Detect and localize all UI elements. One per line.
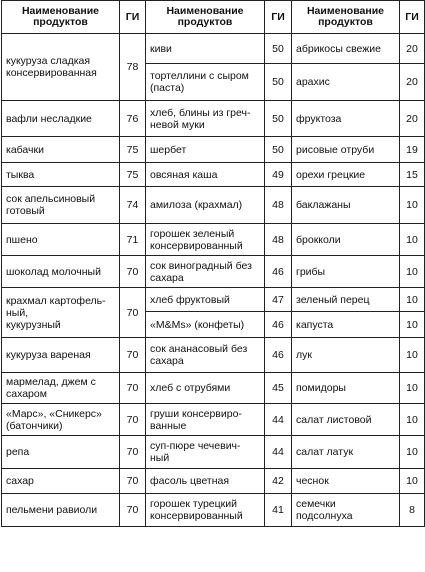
- product-name-cell: [2, 373, 120, 404]
- gi-value: 70: [120, 469, 146, 494]
- gi-value: 46: [265, 338, 292, 373]
- product-name: тыква: [6, 168, 35, 181]
- product-name: сок апельсиновый готовый: [6, 193, 96, 217]
- product-name: пшено: [6, 233, 38, 246]
- product-name: шербет: [150, 143, 187, 156]
- gi-value: 8: [400, 494, 425, 527]
- product-name: киви: [150, 42, 172, 55]
- gi-value: 10: [400, 338, 425, 373]
- product-name: репа: [6, 446, 30, 458]
- gi-value: 42: [265, 469, 292, 494]
- gi-value: 50: [265, 34, 292, 64]
- product-name-cell: [292, 64, 400, 101]
- product-name-cell: [2, 404, 120, 436]
- product-name: шоколад молочный: [6, 265, 101, 278]
- product-name-cell: [292, 312, 400, 338]
- product-name: «Марс», «Сникерс» (батончики): [6, 407, 102, 432]
- product-name-cell: [292, 436, 400, 469]
- product-name: сахар: [6, 475, 34, 487]
- gi-value: 46: [265, 256, 292, 288]
- product-name: лук: [296, 349, 312, 361]
- product-name-cell: [146, 373, 265, 404]
- product-name: «M&Ms» (конфеты): [150, 318, 245, 331]
- table-row: [2, 404, 425, 436]
- product-name: пельмени равиоли: [6, 504, 98, 516]
- product-name: вафли несладкие: [6, 112, 92, 125]
- product-name: суп-пюре чечевич- ный: [150, 440, 241, 464]
- product-name-cell: [2, 187, 120, 224]
- table-row: [2, 494, 425, 527]
- table-row: [2, 288, 425, 312]
- product-name: орехи грецкие: [296, 168, 366, 181]
- gi-value: 10: [400, 224, 425, 256]
- product-name: тортеллини с сыром (паста): [150, 70, 249, 94]
- product-name-cell: [2, 224, 120, 256]
- product-name-cell: [2, 163, 120, 187]
- table-row: [2, 338, 425, 373]
- product-name: амилоза (крахмал): [150, 199, 243, 211]
- gi-value: 50: [265, 137, 292, 163]
- product-name: овсяная каша: [150, 168, 218, 181]
- product-name: сок ананасовый без сахара: [150, 343, 248, 367]
- product-name-cell: [146, 404, 265, 436]
- product-name-cell: [2, 101, 120, 137]
- product-name-cell: [146, 64, 265, 101]
- product-name-cell: [292, 338, 400, 373]
- product-name: арахис: [296, 76, 330, 88]
- gi-value: 10: [400, 469, 425, 494]
- product-name-cell: [292, 137, 400, 163]
- product-name: кукуруза вареная: [6, 349, 91, 361]
- gi-value: 70: [120, 256, 146, 288]
- gi-value: 70: [120, 494, 146, 527]
- product-name: горошек турецкий консервированный: [150, 498, 243, 522]
- gi-value: 70: [120, 288, 146, 338]
- product-name-cell: [2, 494, 120, 527]
- gi-value: 10: [400, 436, 425, 469]
- product-name-cell: [146, 338, 265, 373]
- table-row: [2, 224, 425, 256]
- header-gi: ГИ: [400, 1, 425, 34]
- gi-value: 70: [120, 373, 146, 404]
- product-name: кабачки: [6, 143, 44, 156]
- product-name: брокколи: [296, 233, 341, 246]
- gi-value: 10: [400, 288, 425, 312]
- gi-value: 10: [400, 256, 425, 288]
- table-row: [2, 256, 425, 288]
- product-name-cell: [146, 163, 265, 187]
- gi-value: 50: [265, 101, 292, 137]
- product-name-cell: [292, 163, 400, 187]
- product-name-cell: [146, 137, 265, 163]
- gi-value: 45: [265, 373, 292, 404]
- product-name-cell: [292, 494, 400, 527]
- table-row: [2, 373, 425, 404]
- product-name: крахмал картофель- ный, кукурузный: [6, 294, 106, 331]
- product-name: сок виноградный без сахара: [150, 259, 252, 284]
- gi-value: 70: [120, 338, 146, 373]
- gi-value: 10: [400, 312, 425, 338]
- product-name-cell: [292, 288, 400, 312]
- product-name-cell: [292, 469, 400, 494]
- product-name: фруктоза: [296, 112, 342, 125]
- product-name-cell: [146, 34, 265, 64]
- gi-value: 20: [400, 101, 425, 137]
- product-name-cell: [292, 101, 400, 137]
- table-row: [2, 163, 425, 187]
- product-name-cell: [146, 469, 265, 494]
- product-name: фасоль цветная: [150, 475, 230, 487]
- header-gi: ГИ: [120, 1, 146, 34]
- product-name: зеленый перец: [296, 293, 370, 306]
- gi-value: 75: [120, 163, 146, 187]
- product-name: семечки подсолнуха: [296, 498, 353, 522]
- header-name: Наименование продуктов: [2, 1, 120, 34]
- gi-value: 70: [120, 436, 146, 469]
- product-name-cell: [146, 101, 265, 137]
- product-name: груши консервиро- ванные: [150, 407, 242, 432]
- gi-table: [1, 0, 425, 527]
- product-name: чеснок: [296, 475, 329, 487]
- product-name-cell: [146, 288, 265, 312]
- product-name-cell: [2, 34, 120, 101]
- product-name: баклажаны: [296, 199, 351, 211]
- gi-value: 76: [120, 101, 146, 137]
- gi-value: 20: [400, 64, 425, 101]
- product-name-cell: [146, 494, 265, 527]
- gi-value: 47: [265, 288, 292, 312]
- table-body: [2, 34, 425, 527]
- product-name-cell: [146, 312, 265, 338]
- gi-value: 71: [120, 224, 146, 256]
- gi-value: 75: [120, 137, 146, 163]
- header-gi: ГИ: [265, 1, 292, 34]
- gi-value: 46: [265, 312, 292, 338]
- product-name-cell: [292, 404, 400, 436]
- gi-value: 41: [265, 494, 292, 527]
- product-name-cell: [292, 224, 400, 256]
- product-name-cell: [2, 338, 120, 373]
- gi-value: 78: [120, 34, 146, 101]
- product-name-cell: [146, 256, 265, 288]
- product-name-cell: [2, 436, 120, 469]
- product-name-cell: [146, 224, 265, 256]
- gi-value: 49: [265, 163, 292, 187]
- header-row: [2, 1, 425, 34]
- product-name: капуста: [296, 318, 334, 331]
- header-name: Наименование продуктов: [292, 1, 400, 34]
- product-name: абрикосы свежие: [296, 42, 381, 55]
- product-name-cell: [2, 137, 120, 163]
- table-row: [2, 187, 425, 224]
- gi-value: 10: [400, 404, 425, 436]
- gi-value: 10: [400, 373, 425, 404]
- gi-value: 10: [400, 187, 425, 224]
- table-row: [2, 137, 425, 163]
- gi-value: 20: [400, 34, 425, 64]
- product-name: рисовые отруби: [296, 143, 375, 156]
- table-row: [2, 34, 425, 64]
- product-name: хлеб фруктовый: [150, 293, 230, 306]
- product-name-cell: [292, 256, 400, 288]
- product-name-cell: [2, 288, 120, 338]
- gi-value: 70: [120, 404, 146, 436]
- product-name-cell: [2, 256, 120, 288]
- gi-value: 48: [265, 224, 292, 256]
- product-name: кукуруза сладкая консервированная: [6, 55, 97, 79]
- table-row: [2, 436, 425, 469]
- gi-value: 48: [265, 187, 292, 224]
- product-name-cell: [2, 469, 120, 494]
- product-name: хлеб, блины из греч- невой муки: [150, 106, 251, 131]
- table-row: [2, 469, 425, 494]
- product-name: грибы: [296, 265, 326, 278]
- product-name-cell: [292, 34, 400, 64]
- product-name: салат латук: [296, 446, 354, 458]
- gi-value: 74: [120, 187, 146, 224]
- product-name: горошек зеленый консервированный: [150, 227, 243, 252]
- product-name-cell: [292, 187, 400, 224]
- gi-value: 44: [265, 404, 292, 436]
- product-name-cell: [292, 373, 400, 404]
- gi-value: 15: [400, 163, 425, 187]
- gi-value: 50: [265, 64, 292, 101]
- product-name-cell: [146, 187, 265, 224]
- product-name-cell: [146, 436, 265, 469]
- header-name: Наименование продуктов: [146, 1, 265, 34]
- gi-value: 19: [400, 137, 425, 163]
- product-name: помидоры: [296, 382, 346, 394]
- gi-value: 44: [265, 436, 292, 469]
- table-row: [2, 101, 425, 137]
- product-name: хлеб с отрубями: [150, 382, 231, 394]
- product-name: салат листовой: [296, 413, 372, 426]
- product-name: мармелад, джем с сахаром: [6, 376, 96, 400]
